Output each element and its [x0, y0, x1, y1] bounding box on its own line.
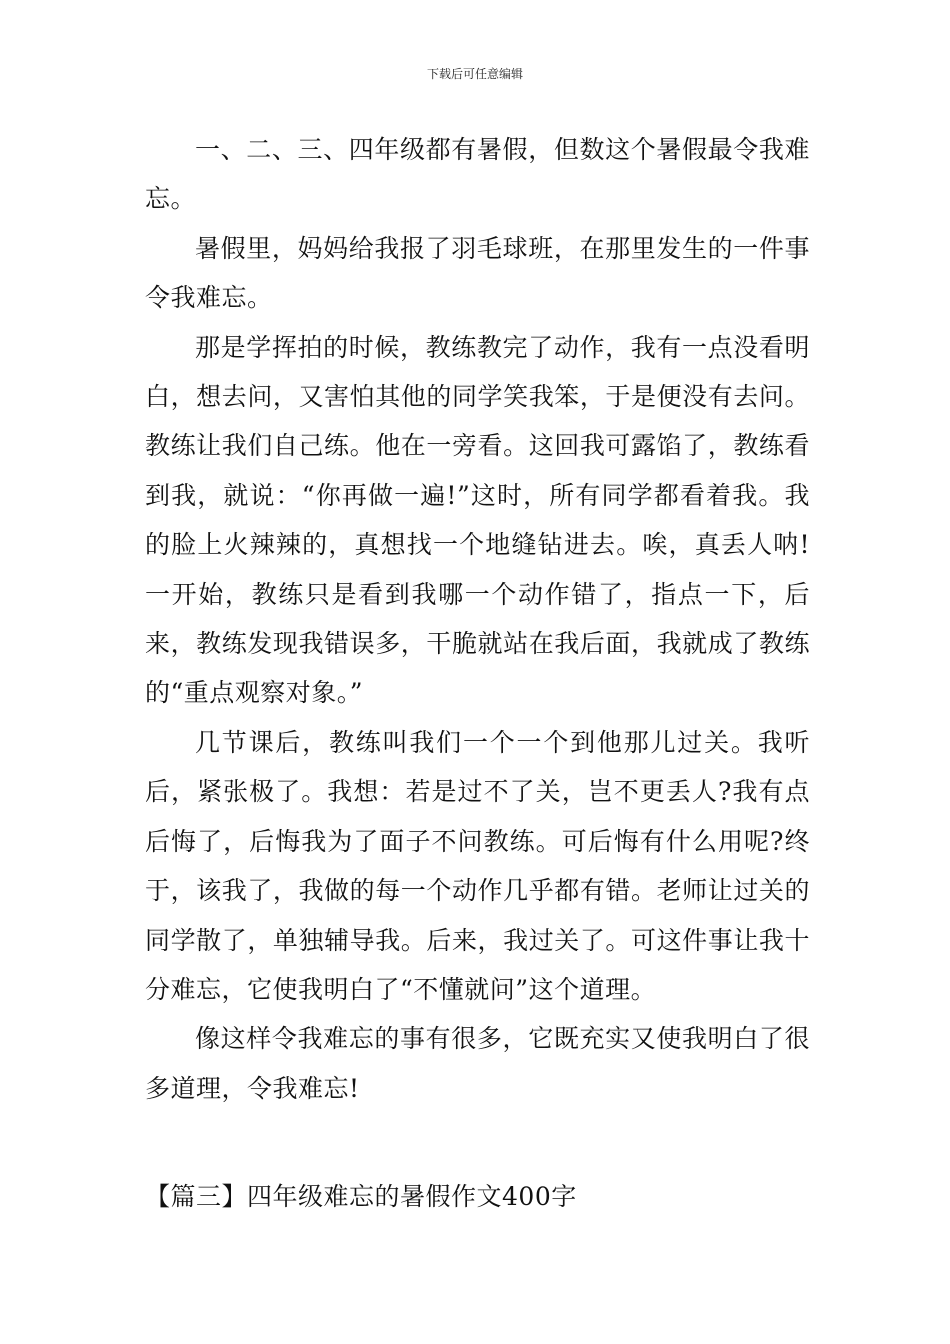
page-header: 下载后可任意编辑 — [426, 67, 523, 81]
paragraph: 一、二、三、四年级都有暑假，但数这个暑假最令我难忘。 — [145, 135, 810, 214]
paragraph: 暑假里，妈妈给我报了羽毛球班，在那里发生的一件事令我难忘。 — [145, 233, 810, 313]
section-heading: 【篇三】四年级难忘的暑假作文400字 — [145, 1182, 577, 1211]
essay-body — [145, 125, 810, 1113]
paragraph: 几节课后，教练叫我们一个一个到他那儿过关。我听后，紧张极了。我想：若是过不了关，岂不更丢人?我有点后悔了，后悔我为了面子不问教练。可后悔有什么用呢?终于，该我了，我做的每一个动作几乎都有错。老师让过关的同学散了，单独辅导我。后来，我过关了。可这件事让我十分难忘，它使我明白了“不懂就问”这个道理。 — [145, 727, 810, 1004]
paragraph: 那是学挥拍的时候，教练教完了动作，我有一点没看明白，想去问，又害怕其他的同学笑我笨，于是便没有去问。教练让我们自己练。他在一旁看。这回我可露馅了，教练看到我，就说：“你再做一遍!”这时，所有同学都看着我。我的脸上火辣辣的，真想找一个地缝钻进去。唉，真丢人呐!一开始，教练只是看到我哪一个动作错了，指点一下，后来，教练发现我错误多，干脆就站在我后面，我就成了教练的“重点观察对象。” — [145, 332, 810, 708]
paragraph: 像这样令我难忘的事有很多，它既充实又使我明白了很多道理，令我难忘! — [145, 1024, 810, 1103]
